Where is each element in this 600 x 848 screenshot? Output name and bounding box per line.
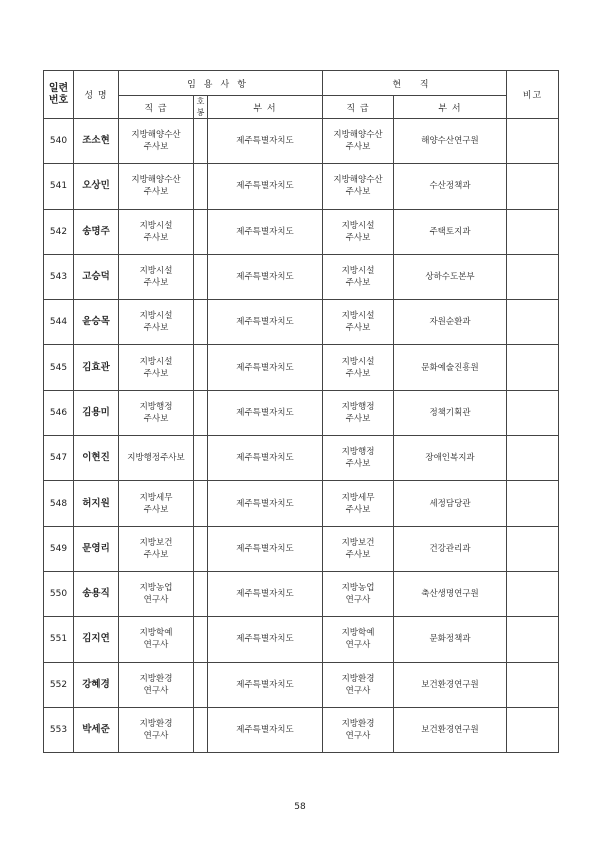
remark-cell [507,707,559,752]
grade-line: 연구사 [143,685,169,696]
grade-line: 주사보 [143,278,169,289]
grade-cell [119,571,194,616]
grade-line: 주사보 [345,413,371,424]
department-cell: 제주특별자치도 [208,164,323,209]
serial-number-cell: 553 [44,707,74,752]
appointment-group-header: 임용사항 [119,71,323,96]
remark-cell [507,617,559,662]
serial-number-cell: 544 [44,300,74,345]
grade-line: 지방환경 [139,719,173,729]
grade-line: 지방보건 [341,537,375,548]
department-cell: 제주특별자치도 [208,481,323,526]
serial-number-cell: 547 [44,436,74,481]
grade-cell [119,481,194,526]
grade-cell [119,662,194,707]
name-cell: 오상민 [74,164,119,209]
current-department-cell: 자원순환과 [394,300,507,345]
remark-cell [507,164,559,209]
table-row [44,209,559,254]
table-row [44,662,559,707]
name-cell: 이현진 [74,436,119,481]
current-grade-cell [323,164,394,209]
table-row [44,617,559,662]
current-department-cell: 축산생명연구원 [394,571,507,616]
current-grade-cell [323,436,394,481]
current-department-cell: 보건환경연구원 [394,707,507,752]
table-row [44,119,559,164]
grade-line: 지방세무 [139,492,173,503]
department-cell: 제주특별자치도 [208,571,323,616]
current-grade-cell [323,662,394,707]
department-cell: 제주특별자치도 [208,662,323,707]
grade-line: 연구사 [345,685,371,696]
remark-cell [507,526,559,571]
current-department-cell: 문화예술진흥원 [394,345,507,390]
table-row [44,707,559,752]
name-cell: 김지연 [74,617,119,662]
current-grade-cell [323,481,394,526]
remark-cell [507,481,559,526]
grade-line: 지방시설 [341,220,375,231]
step-cell [194,164,208,209]
grade-line: 연구사 [143,640,169,651]
step-cell [194,436,208,481]
grade-cell [119,164,194,209]
step-cell [194,571,208,616]
department-cell: 제주특별자치도 [208,526,323,571]
grade-line: 지방시설 [341,311,375,322]
grade-cell [119,526,194,571]
serial-number-cell: 550 [44,571,74,616]
grade-line: 연구사 [345,595,371,606]
grade-line: 지방행정 [341,447,375,458]
grade-line: 주사보 [345,323,371,334]
grade-line: 연구사 [143,595,169,606]
serial-number-cell: 541 [44,164,74,209]
grade-line: 주사보 [143,504,169,515]
name-cell: 고승덕 [74,254,119,299]
remark-cell [507,119,559,164]
grade-line: 지방시설 [139,311,173,322]
table-row [44,436,559,481]
name-cell: 강혜경 [74,662,119,707]
grade-cell [119,300,194,345]
step-cell [194,390,208,435]
current-department-cell: 건강관리과 [394,526,507,571]
step-cell [194,707,208,752]
table-row [44,345,559,390]
current-grade-header: 직 급 [323,96,394,119]
step-cell [194,119,208,164]
department-cell: 제주특별자치도 [208,254,323,299]
grade-line: 지방시설 [139,356,173,367]
current-department-cell: 수산정책과 [394,164,507,209]
current-department-cell: 상하수도본부 [394,254,507,299]
grade-line: 주사보 [143,368,169,379]
current-department-cell: 세정담당관 [394,481,507,526]
grade-cell [119,436,194,481]
table-row [44,526,559,571]
grade-line: 지방환경 [139,673,173,684]
step-cell [194,526,208,571]
current-grade-cell [323,254,394,299]
remark-cell [507,390,559,435]
current-grade-cell [323,571,394,616]
grade-line: 주사보 [345,549,371,560]
grade-line: 주사보 [345,504,371,515]
grade-cell [119,209,194,254]
serial-number-cell: 545 [44,345,74,390]
grade-line: 지방시설 [341,356,375,367]
serial-number-cell: 543 [44,254,74,299]
department-cell: 제주특별자치도 [208,345,323,390]
table-row [44,164,559,209]
grade-line: 주사보 [345,278,371,289]
remark-cell [507,345,559,390]
department-cell: 제주특별자치도 [208,390,323,435]
grade-line: 연구사 [345,640,371,651]
grade-line: 주사보 [345,459,371,470]
grade-line: 지방시설 [341,266,375,277]
table-row [44,254,559,299]
grade-line: 지방환경 [341,673,375,684]
grade-line: 지방행정 [341,401,375,412]
grade-line: 지방학예 [341,628,375,639]
remark-cell [507,571,559,616]
remarks-header: 비고 [507,71,559,119]
grade-line: 주사보 [143,549,169,560]
step-cell [194,345,208,390]
grade-line: 지방해양수산 [333,175,383,186]
table-row [44,571,559,616]
grade-line: 주사보 [143,323,169,334]
name-cell: 김용미 [74,390,119,435]
grade-line: 주사보 [143,142,169,153]
name-cell: 윤승목 [74,300,119,345]
name-cell: 박세준 [74,707,119,752]
name-header: 성 명 [74,71,119,119]
grade-line: 지방보건 [139,537,173,548]
current-grade-cell [323,300,394,345]
step-cell [194,617,208,662]
step-cell [194,481,208,526]
current-department-cell: 해양수산연구원 [394,119,507,164]
table-header [44,71,559,119]
grade-line: 연구사 [345,731,371,741]
current-department-cell: 장애인복지과 [394,436,507,481]
grade-line: 지방농업 [139,583,173,594]
step-header: 호봉 [194,96,208,119]
grade-line: 지방행정 [139,401,173,412]
grade-line: 주사보 [143,232,169,243]
table-row [44,390,559,435]
remark-cell [507,300,559,345]
department-cell: 제주특별자치도 [208,436,323,481]
grade-line: 주사보 [345,187,371,198]
step-cell [194,300,208,345]
current-grade-cell [323,617,394,662]
serial-number-cell: 548 [44,481,74,526]
grade-line: 지방시설 [139,266,173,277]
page-number: 58 [294,802,306,812]
current-grade-cell [323,209,394,254]
grade-cell [119,390,194,435]
table-row [44,300,559,345]
grade-line: 주사보 [143,187,169,198]
name-cell: 문영리 [74,526,119,571]
grade-line: 지방세무 [341,492,375,503]
remark-cell [507,209,559,254]
current-grade-cell [323,345,394,390]
grade-cell [119,707,194,752]
department-cell: 제주특별자치도 [208,209,323,254]
current-department-cell: 정책기획관 [394,390,507,435]
grade-cell [119,345,194,390]
serial-number-cell: 542 [44,209,74,254]
department-cell: 제주특별자치도 [208,300,323,345]
remark-cell [507,436,559,481]
department-cell: 제주특별자치도 [208,119,323,164]
grade-cell [119,119,194,164]
serial-number-cell: 549 [44,526,74,571]
grade-header: 직 급 [119,96,194,119]
current-grade-cell [323,526,394,571]
current-grade-cell [323,707,394,752]
current-department-cell: 문화정책과 [394,617,507,662]
department-cell: 제주특별자치도 [208,617,323,662]
grade-line: 지방학예 [139,628,173,639]
current-grade-cell [323,119,394,164]
grade-line: 지방시설 [139,220,173,231]
table-row [44,481,559,526]
grade-line: 지방환경 [341,719,375,729]
serial-number-cell: 540 [44,119,74,164]
serial-number-cell: 552 [44,662,74,707]
current-position-group-header: 현 직 [323,71,507,96]
grade-line: 지방농업 [341,583,375,594]
table-body [44,119,559,753]
grade-line: 지방해양수산 [131,175,181,186]
current-department-cell: 주택토지과 [394,209,507,254]
name-cell: 김효관 [74,345,119,390]
name-cell: 조소현 [74,119,119,164]
grade-line: 연구사 [143,731,169,741]
step-cell [194,662,208,707]
remark-cell [507,662,559,707]
remark-cell [507,254,559,299]
grade-cell [119,617,194,662]
grade-line: 주사보 [143,413,169,424]
name-cell: 송용직 [74,571,119,616]
grade-line: 지방행정주사보 [127,453,185,464]
current-grade-cell [323,390,394,435]
department-header: 부 서 [208,96,323,119]
step-cell [194,209,208,254]
department-cell: 제주특별자치도 [208,707,323,752]
serial-number-header: 일련 번호 [44,71,74,119]
grade-line: 지방해양수산 [131,130,181,141]
grade-line: 주사보 [345,368,371,379]
grade-line: 주사보 [345,142,371,153]
serial-number-cell: 546 [44,390,74,435]
step-cell [194,254,208,299]
current-department-header: 부 서 [394,96,507,119]
name-cell: 허지원 [74,481,119,526]
grade-cell [119,254,194,299]
current-department-cell: 보건환경연구원 [394,662,507,707]
name-cell: 송명주 [74,209,119,254]
grade-line: 주사보 [345,232,371,243]
grade-line: 지방해양수산 [333,130,383,141]
personnel-table [43,70,559,753]
serial-number-cell: 551 [44,617,74,662]
